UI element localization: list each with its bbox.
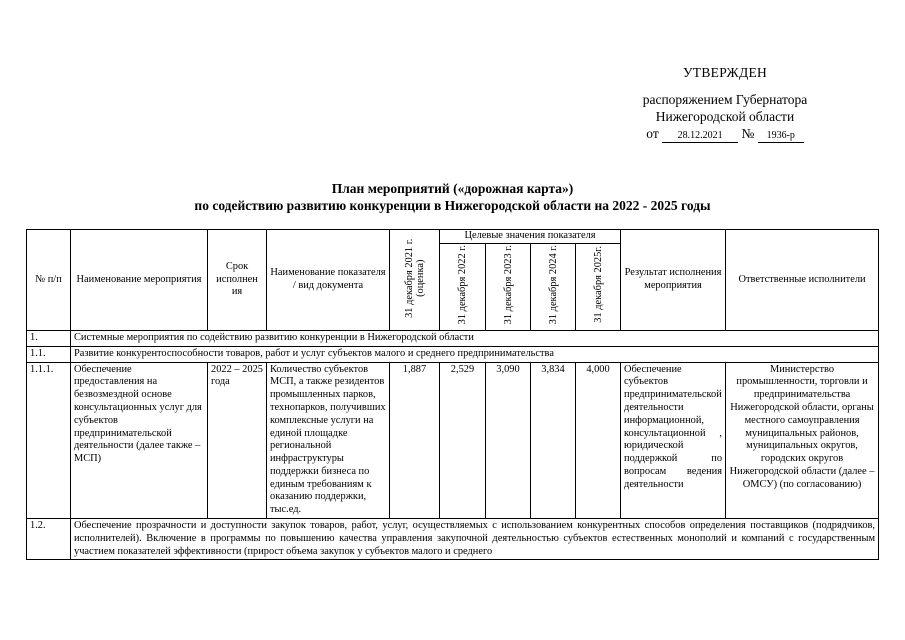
header-result: Результат исполнения мероприятия: [621, 230, 726, 331]
row-1-1-1-term: 2022 – 2025 года: [208, 362, 267, 519]
approval-date-row: [600, 125, 850, 143]
row-1-1-1-measure: Обеспечение предоставления на безвозмездной основе консультационных услуг для субъектов предпринимательской деятельности (далее также – МСП): [71, 362, 208, 519]
row-1-1-1-value-2022: 2,529: [440, 362, 486, 519]
section-1-num: 1.: [27, 330, 71, 346]
row-1-2-num: 1.2.: [27, 519, 71, 560]
header-term: Срок исполнен ия: [208, 230, 267, 331]
row-1-2-text: Обеспечение прозрачности и доступности закупок товаров, работ, услуг, осуществляемых с использованием конкурентных способов определения поставщиков (подрядчиков, исполнителей). Включение в программы по повышению качества управления закупочной деятельностью субъектов естественных монополий и компаний с государственным участием показателей эффективности (прирост объема закупок у субъектов малого и среднего: [71, 519, 879, 560]
from-label: от: [646, 126, 659, 141]
approval-line-2: Нижегородской области: [655, 109, 795, 124]
approval-line-1: распоряжением Губернатора: [642, 92, 808, 107]
header-measure: Наименование мероприятия: [71, 230, 208, 331]
section-row-1-1: [27, 346, 879, 362]
header-2021: 31 декабря 2021 г. (оценка): [390, 230, 440, 331]
heading-line-1: План мероприятий («дорожная карта»): [331, 181, 574, 196]
row-1-1-1-executors: Министерство промышленности, торговли и предпринимательства Нижегородской области, органы местного самоуправления муниципальных районов, муниципальных округов, городских округов Нижегородской области (далее – ОМСУ) (по согласованию): [726, 362, 879, 519]
number-sign: №: [741, 126, 755, 141]
header-target-group: Целевые значения показателя: [440, 230, 621, 244]
section-1-1-num: 1.1.: [27, 346, 71, 362]
approval-block: [600, 64, 850, 143]
plan-table: [26, 229, 879, 560]
header-2023: 31 декабря 2023 г.: [486, 243, 531, 330]
header-2024: 31 декабря 2024 г.: [531, 243, 576, 330]
row-1-1-1-value-2023: 3,090: [486, 362, 531, 519]
header-executors: Ответственные исполнители: [726, 230, 879, 331]
row-1-1-1-indicator: Количество субъектов МСП, а также резидентов промышленных парков, технопарков, получивших комплексные услуги на единой площадке региональной инфраструктуры поддержки бизнеса по единым требованиям к оказанию поддержки, тыс.ед.: [267, 362, 390, 519]
row-1-1-1-value-2025: 4,000: [576, 362, 621, 519]
row-1-1-1-result: Обеспечение субъектов предпринимательской деятельности информационной, консультационной , юридической поддержкой по вопросам ведения деятельности: [621, 362, 726, 519]
header-2022: 31 декабря 2022 г.: [440, 243, 486, 330]
document-heading: [0, 180, 905, 214]
approval-title: УТВЕРЖДЕН: [682, 65, 768, 80]
section-1-text: Системные мероприятия по содействию развитию конкуренции в Нижегородской области: [71, 330, 879, 346]
section-row-1: [27, 330, 879, 346]
section-1-1-text: Развитие конкурентоспособности товаров, работ и услуг субъектов малого и среднего предпринимательства: [71, 346, 879, 362]
header-row-1: [27, 230, 879, 244]
row-1-1-1-value-2021: 1,887: [390, 362, 440, 519]
row-1-1-1-value-2024: 3,834: [531, 362, 576, 519]
approval-number: 1936-р: [758, 130, 804, 143]
table-row-1-2: [27, 519, 879, 560]
approval-date: 28.12.2021: [662, 130, 738, 143]
table-row-1-1-1: [27, 362, 879, 519]
header-indicator: Наименование показателя / вид документа: [267, 230, 390, 331]
row-1-1-1-num: 1.1.1.: [27, 362, 71, 519]
header-num: № п/п: [27, 230, 71, 331]
header-2025: 31 декабря 2025г.: [576, 243, 621, 330]
heading-line-2: по содействию развитию конкуренции в Нижегородской области на 2022 - 2025 годы: [194, 198, 711, 213]
